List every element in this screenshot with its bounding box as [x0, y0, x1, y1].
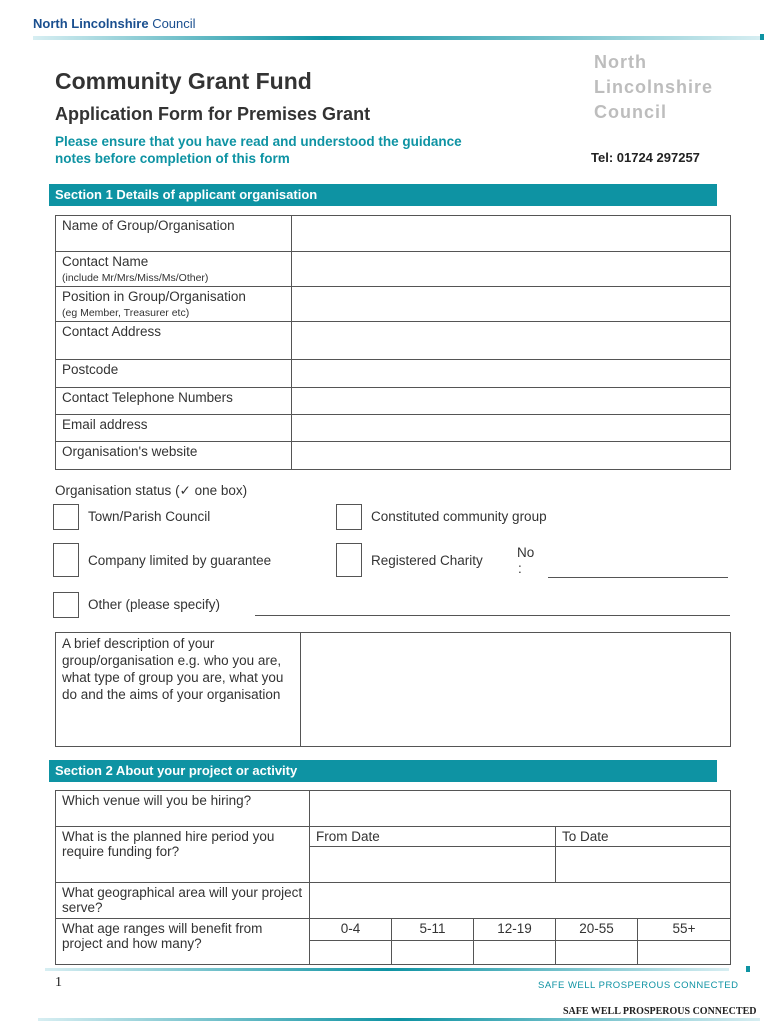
telephone-field[interactable] — [292, 388, 731, 415]
hire-period-label: What is the planned hire period you require funding for? — [56, 827, 310, 883]
to-date-field[interactable] — [556, 847, 731, 883]
table-row — [56, 919, 731, 941]
email-field[interactable] — [292, 415, 731, 442]
to-date-label: To Date — [556, 827, 731, 847]
header-divider — [33, 36, 763, 40]
contact-address-field[interactable] — [292, 322, 731, 360]
contact-name-field[interactable] — [292, 252, 731, 287]
logo-council: Council — [152, 16, 196, 31]
table-row — [56, 633, 731, 747]
page-subtitle: Application Form for Premises Grant — [55, 104, 371, 124]
area-field[interactable] — [310, 883, 731, 919]
guidance-note: Please ensure that you have read and understood the guidance notes before completion of this form — [55, 134, 462, 166]
footer-divider-bottom — [38, 1018, 760, 1021]
header-corner-mark — [760, 34, 764, 40]
charity-number-label: No — [517, 545, 535, 560]
footer-divider — [45, 968, 729, 971]
table-row — [56, 883, 731, 919]
row-label: Contact Telephone Numbers — [56, 388, 292, 415]
table-row — [56, 388, 731, 415]
row-label: Name of Group/Organisation — [56, 216, 292, 252]
age-range-header: 0-4 — [310, 919, 392, 941]
age-0-4-field[interactable] — [310, 941, 392, 965]
group-name-field[interactable] — [292, 216, 731, 252]
postcode-field[interactable] — [292, 360, 731, 388]
charity-number-colon: : — [518, 561, 522, 576]
age-range-header: 20-55 — [556, 919, 638, 941]
page-title: Community Grant Fund — [55, 68, 312, 94]
charity-number-field[interactable] — [548, 577, 728, 578]
organisation-status-label: Organisation status (✓ one box) — [55, 483, 248, 498]
other-status-label: Other (please specify) — [88, 597, 221, 612]
town-parish-label: Town/Parish Council — [88, 509, 211, 524]
registered-charity-label: Registered Charity — [371, 553, 483, 568]
row-label: Postcode — [56, 360, 292, 388]
applicant-details-table — [55, 215, 731, 470]
venue-label: Which venue will you be hiring? — [56, 791, 310, 827]
table-row — [56, 415, 731, 442]
row-label: Contact Address — [56, 322, 292, 360]
table-row — [56, 287, 731, 322]
footer-tagline: SAFE WELL PROSPEROUS CONNECTED — [538, 980, 739, 991]
table-row — [56, 216, 731, 252]
venue-field[interactable] — [310, 791, 731, 827]
age-20-55-field[interactable] — [556, 941, 638, 965]
logo-line-2: Lincolnshire — [594, 77, 714, 97]
other-status-field[interactable] — [255, 615, 730, 616]
company-label: Company limited by guarantee — [88, 553, 272, 568]
age-55-plus-field[interactable] — [638, 941, 731, 965]
town-parish-checkbox[interactable] — [53, 504, 79, 530]
age-range-header: 5-11 — [392, 919, 474, 941]
table-row — [56, 360, 731, 388]
logo-line-3: Council — [594, 102, 667, 122]
page-number: 1 — [55, 975, 62, 990]
age-5-11-field[interactable] — [392, 941, 474, 965]
area-label: What geographical area will your project serve? — [56, 883, 310, 919]
age-range-header: 55+ — [638, 919, 731, 941]
position-field[interactable] — [292, 287, 731, 322]
description-label: A brief description of your group/organisation e.g. who you are, what type of group you are, what you do and the aims of your organisation — [56, 633, 301, 747]
age-12-19-field[interactable] — [474, 941, 556, 965]
footer-corner-mark — [746, 966, 750, 972]
footer-tagline-bottom: SAFE WELL PROSPEROUS CONNECTED — [563, 1006, 757, 1017]
company-checkbox[interactable] — [53, 543, 79, 577]
registered-charity-checkbox[interactable] — [336, 543, 362, 577]
other-status-checkbox[interactable] — [53, 592, 79, 618]
constituted-group-label: Constituted community group — [371, 509, 547, 524]
description-field[interactable] — [301, 633, 731, 747]
logo-line-1: North — [594, 52, 647, 72]
project-table — [55, 790, 731, 965]
row-label: Contact Name (include Mr/Mrs/Miss/Ms/Other) — [56, 252, 292, 287]
table-row — [56, 252, 731, 287]
age-range-header: 12-19 — [474, 919, 556, 941]
table-row — [56, 442, 731, 470]
row-label: Email address — [56, 415, 292, 442]
from-date-field[interactable] — [310, 847, 556, 883]
section2-heading: Section 2 About your project or activity — [49, 760, 717, 782]
age-ranges-label: What age ranges will benefit from project and how many? — [56, 919, 310, 965]
row-label: Position in Group/Organisation (eg Member, Treasurer etc) — [56, 287, 292, 322]
council-logo-small — [33, 16, 196, 31]
table-row — [56, 827, 731, 847]
description-table — [55, 632, 731, 747]
logo-name: North Lincolnshire — [33, 16, 149, 31]
website-field[interactable] — [292, 442, 731, 470]
constituted-group-checkbox[interactable] — [336, 504, 362, 530]
from-date-label: From Date — [310, 827, 556, 847]
table-row — [56, 791, 731, 827]
council-logo-large — [594, 50, 764, 125]
telephone-number: Tel: 01724 297257 — [591, 150, 700, 165]
table-row — [56, 322, 731, 360]
row-label: Organisation's website — [56, 442, 292, 470]
section1-heading: Section 1 Details of applicant organisation — [49, 184, 717, 206]
